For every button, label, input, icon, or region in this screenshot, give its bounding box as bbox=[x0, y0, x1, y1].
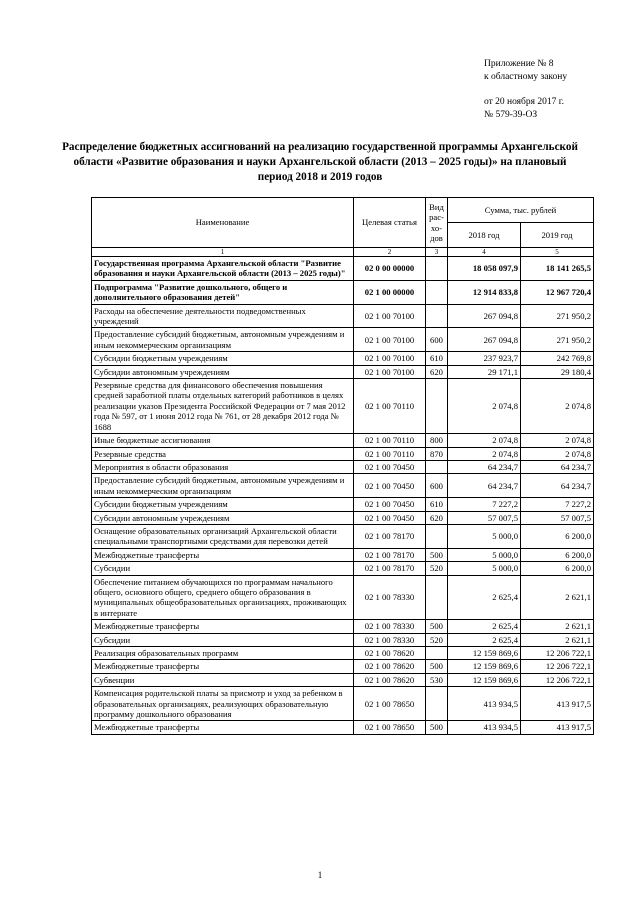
row-name: Субсидии автономным учреждениям bbox=[92, 365, 354, 378]
table-row bbox=[92, 660, 594, 673]
column-index: 3 bbox=[426, 248, 448, 257]
row-expense-type: 520 bbox=[426, 562, 448, 575]
row-expense-type bbox=[426, 460, 448, 473]
row-amount-2019: 12 206 722,1 bbox=[521, 673, 594, 686]
row-target-code: 02 1 00 78330 bbox=[354, 633, 426, 646]
row-expense-type bbox=[426, 304, 448, 328]
row-target-code: 02 1 00 78650 bbox=[354, 687, 426, 721]
row-expense-type: 500 bbox=[426, 620, 448, 633]
column-index: 2 bbox=[354, 248, 426, 257]
appendix-line: № 579-39-ОЗ bbox=[484, 110, 538, 120]
table-row bbox=[92, 352, 594, 365]
row-amount-2018: 5 000,0 bbox=[448, 562, 521, 575]
row-expense-type: 870 bbox=[426, 447, 448, 460]
row-expense-type: 610 bbox=[426, 498, 448, 511]
row-target-code: 02 1 00 78170 bbox=[354, 524, 426, 548]
row-amount-2019: 64 234,7 bbox=[521, 460, 594, 473]
row-amount-2018: 29 171,1 bbox=[448, 365, 521, 378]
appendix-line: Приложение № 8 bbox=[484, 59, 554, 69]
row-amount-2018: 2 074,8 bbox=[448, 434, 521, 447]
appendix-line: к областному закону bbox=[484, 72, 568, 82]
row-amount-2018: 18 058 097,9 bbox=[448, 257, 521, 281]
row-name: Государственная программа Архангельской области "Развитие образования и науки Архангельской области (2013 – 2025 годы)" bbox=[92, 257, 354, 281]
table-row bbox=[92, 647, 594, 660]
column-index-row bbox=[92, 248, 594, 257]
row-target-code: 02 1 00 78650 bbox=[354, 721, 426, 734]
row-name: Субсидии bbox=[92, 562, 354, 575]
row-amount-2018: 267 094,8 bbox=[448, 304, 521, 328]
table-row bbox=[92, 620, 594, 633]
row-amount-2019: 2 621,1 bbox=[521, 620, 594, 633]
row-target-code: 02 1 00 70450 bbox=[354, 511, 426, 524]
table-row bbox=[92, 575, 594, 620]
row-amount-2019: 2 621,1 bbox=[521, 575, 594, 620]
row-target-code: 02 0 00 00000 bbox=[354, 257, 426, 281]
row-expense-type: 620 bbox=[426, 511, 448, 524]
document-title: Распределение бюджетных ассигнований на реализацию государственной программы Архангельской области «Развитие образования и науки Архангельской области (2013 – 2025 годы)» на плановый период 2018 и 2019 годов bbox=[62, 141, 578, 183]
row-name: Обеспечение питанием обучающихся по программам начального общего, основного общего, среднего общего образования в муниципальных общеобразовательных организациях, проживающих в интернате bbox=[92, 575, 354, 620]
header-sum: Сумма, тыс. рублей bbox=[448, 198, 594, 223]
row-amount-2019: 413 917,5 bbox=[521, 687, 594, 721]
row-target-code: 02 1 00 70110 bbox=[354, 447, 426, 460]
row-amount-2019: 242 769,8 bbox=[521, 352, 594, 365]
table-row bbox=[92, 447, 594, 460]
row-amount-2019: 57 007,5 bbox=[521, 511, 594, 524]
row-name: Субсидии автономным учреждениям bbox=[92, 511, 354, 524]
row-amount-2019: 6 200,0 bbox=[521, 548, 594, 561]
row-amount-2019: 2 074,8 bbox=[521, 447, 594, 460]
row-expense-type: 800 bbox=[426, 434, 448, 447]
row-amount-2019: 2 074,8 bbox=[521, 379, 594, 434]
row-amount-2019: 12 206 722,1 bbox=[521, 647, 594, 660]
table-row bbox=[92, 633, 594, 646]
table-row bbox=[92, 365, 594, 378]
row-target-code: 02 1 00 70450 bbox=[354, 498, 426, 511]
row-amount-2018: 12 159 869,6 bbox=[448, 673, 521, 686]
table-row bbox=[92, 304, 594, 328]
row-expense-type bbox=[426, 257, 448, 281]
row-amount-2018: 2 625,4 bbox=[448, 633, 521, 646]
row-amount-2018: 5 000,0 bbox=[448, 548, 521, 561]
row-amount-2019: 6 200,0 bbox=[521, 562, 594, 575]
row-amount-2018: 2 625,4 bbox=[448, 575, 521, 620]
row-expense-type: 600 bbox=[426, 474, 448, 498]
row-target-code: 02 1 00 78620 bbox=[354, 647, 426, 660]
table-row bbox=[92, 498, 594, 511]
row-target-code: 02 1 00 78620 bbox=[354, 660, 426, 673]
row-expense-type: 620 bbox=[426, 365, 448, 378]
row-name: Компенсация родительской платы за присмотр и уход за ребенком в образовательных организациях, реализующих образовательную программу дошкольного образования bbox=[92, 687, 354, 721]
row-name: Субсидии бюджетным учреждениям bbox=[92, 498, 354, 511]
header-2018: 2018 год bbox=[448, 223, 521, 248]
row-amount-2018: 12 914 833,8 bbox=[448, 280, 521, 304]
row-expense-type: 530 bbox=[426, 673, 448, 686]
row-name: Межбюджетные трансферты bbox=[92, 620, 354, 633]
table-row bbox=[92, 721, 594, 734]
row-amount-2018: 5 000,0 bbox=[448, 524, 521, 548]
row-target-code: 02 1 00 00000 bbox=[354, 280, 426, 304]
table-body bbox=[92, 248, 594, 735]
row-amount-2019: 413 917,5 bbox=[521, 721, 594, 734]
row-target-code: 02 1 00 78170 bbox=[354, 562, 426, 575]
row-target-code: 02 1 00 70450 bbox=[354, 474, 426, 498]
row-amount-2018: 267 094,8 bbox=[448, 328, 521, 352]
row-expense-type bbox=[426, 379, 448, 434]
row-target-code: 02 1 00 70100 bbox=[354, 328, 426, 352]
row-target-code: 02 1 00 70110 bbox=[354, 434, 426, 447]
row-amount-2018: 64 234,7 bbox=[448, 460, 521, 473]
header-code: Целевая статья bbox=[354, 198, 426, 248]
table-row bbox=[92, 474, 594, 498]
row-amount-2018: 2 625,4 bbox=[448, 620, 521, 633]
row-expense-type: 500 bbox=[426, 660, 448, 673]
row-amount-2018: 12 159 869,6 bbox=[448, 647, 521, 660]
row-amount-2019: 12 206 722,1 bbox=[521, 660, 594, 673]
table-row bbox=[92, 280, 594, 304]
row-amount-2019: 18 141 265,5 bbox=[521, 257, 594, 281]
row-expense-type bbox=[426, 575, 448, 620]
table-row bbox=[92, 687, 594, 721]
row-name: Подпрограмма "Развитие дошкольного, общего и дополнительного образования детей" bbox=[92, 280, 354, 304]
row-amount-2018: 413 934,5 bbox=[448, 687, 521, 721]
row-expense-type: 500 bbox=[426, 721, 448, 734]
row-target-code: 02 1 00 70110 bbox=[354, 379, 426, 434]
row-expense-type bbox=[426, 647, 448, 660]
row-target-code: 02 1 00 70100 bbox=[354, 365, 426, 378]
row-target-code: 02 1 00 78170 bbox=[354, 548, 426, 561]
row-amount-2018: 57 007,5 bbox=[448, 511, 521, 524]
row-target-code: 02 1 00 70100 bbox=[354, 304, 426, 328]
row-expense-type bbox=[426, 280, 448, 304]
row-name: Расходы на обеспечение деятельности подведомственных учреждений bbox=[92, 304, 354, 328]
appendix-note bbox=[484, 58, 634, 122]
header-vid: Вид рас-хо-дов bbox=[426, 198, 448, 248]
table-row bbox=[92, 562, 594, 575]
table-row bbox=[92, 460, 594, 473]
row-amount-2018: 237 923,7 bbox=[448, 352, 521, 365]
row-name: Мероприятия в области образования bbox=[92, 460, 354, 473]
row-name: Оснащение образовательных организаций Архангельской области специальными транспортными средствами для перевозки детей bbox=[92, 524, 354, 548]
row-amount-2019: 6 200,0 bbox=[521, 524, 594, 548]
row-amount-2019: 7 227,2 bbox=[521, 498, 594, 511]
row-target-code: 02 1 00 78620 bbox=[354, 673, 426, 686]
row-name: Межбюджетные трансферты bbox=[92, 548, 354, 561]
row-name: Субсидии bbox=[92, 633, 354, 646]
row-expense-type: 610 bbox=[426, 352, 448, 365]
row-expense-type: 600 bbox=[426, 328, 448, 352]
row-amount-2018: 413 934,5 bbox=[448, 721, 521, 734]
row-amount-2019: 2 074,8 bbox=[521, 434, 594, 447]
table-row bbox=[92, 548, 594, 561]
row-name: Реализация образовательных программ bbox=[92, 647, 354, 660]
row-expense-type bbox=[426, 524, 448, 548]
header-2019: 2019 год bbox=[521, 223, 594, 248]
row-target-code: 02 1 00 78330 bbox=[354, 575, 426, 620]
appendix-line: от 20 ноября 2017 г. bbox=[484, 97, 564, 107]
row-amount-2019: 29 180,4 bbox=[521, 365, 594, 378]
table-row bbox=[92, 257, 594, 281]
row-amount-2019: 2 621,1 bbox=[521, 633, 594, 646]
page-number: 1 bbox=[317, 870, 323, 880]
row-target-code: 02 1 00 78330 bbox=[354, 620, 426, 633]
row-amount-2018: 7 227,2 bbox=[448, 498, 521, 511]
row-target-code: 02 1 00 70450 bbox=[354, 460, 426, 473]
row-target-code: 02 1 00 70100 bbox=[354, 352, 426, 365]
row-name: Межбюджетные трансферты bbox=[92, 721, 354, 734]
row-expense-type: 520 bbox=[426, 633, 448, 646]
row-name: Межбюджетные трансферты bbox=[92, 660, 354, 673]
row-amount-2019: 271 950,2 bbox=[521, 304, 594, 328]
table-row bbox=[92, 379, 594, 434]
row-name: Предоставление субсидий бюджетным, автономным учреждениям и иным некоммерческим организациям bbox=[92, 474, 354, 498]
row-name: Иные бюджетные ассигнования bbox=[92, 434, 354, 447]
table-row bbox=[92, 434, 594, 447]
budget-table bbox=[91, 197, 594, 735]
column-index: 1 bbox=[92, 248, 354, 257]
row-amount-2019: 271 950,2 bbox=[521, 328, 594, 352]
table-row bbox=[92, 511, 594, 524]
header-name: Наименование bbox=[92, 198, 354, 248]
row-amount-2018: 2 074,8 bbox=[448, 447, 521, 460]
row-name: Субвенции bbox=[92, 673, 354, 686]
row-name: Субсидии бюджетным учреждениям bbox=[92, 352, 354, 365]
table-row bbox=[92, 328, 594, 352]
column-index: 4 bbox=[448, 248, 521, 257]
row-name: Резервные средства для финансового обеспечения повышения средней заработной платы отдельных категорий работников в целях реализации указов Президента Российской Федерации от 7 мая 2012 года № 597, от 1 июня 2012 года № 761, от 28 декабря 2012 года № 1688 bbox=[92, 379, 354, 434]
row-amount-2019: 64 234,7 bbox=[521, 474, 594, 498]
row-name: Предоставление субсидий бюджетным, автономным учреждениям и иным некоммерческим организациям bbox=[92, 328, 354, 352]
row-expense-type bbox=[426, 687, 448, 721]
table-row bbox=[92, 524, 594, 548]
table-row bbox=[92, 673, 594, 686]
column-index: 5 bbox=[521, 248, 594, 257]
row-amount-2019: 12 967 720,4 bbox=[521, 280, 594, 304]
row-name: Резервные средства bbox=[92, 447, 354, 460]
row-expense-type: 500 bbox=[426, 548, 448, 561]
row-amount-2018: 2 074,8 bbox=[448, 379, 521, 434]
row-amount-2018: 12 159 869,6 bbox=[448, 660, 521, 673]
row-amount-2018: 64 234,7 bbox=[448, 474, 521, 498]
